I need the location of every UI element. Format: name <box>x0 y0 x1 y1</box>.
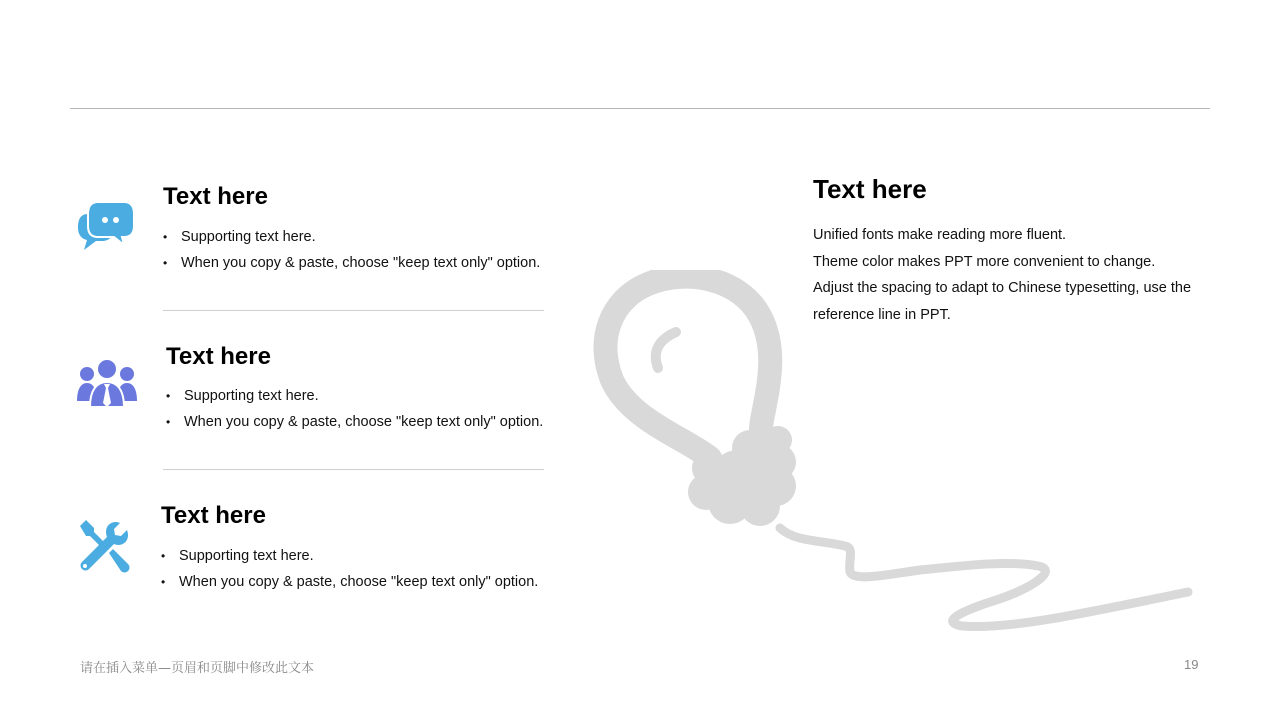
page-number: 19 <box>1184 657 1199 672</box>
list-item: • Supporting text here. <box>166 383 543 409</box>
footer-text: 请在插入菜单—页眉和页脚中修改此文本 <box>80 661 315 676</box>
right-title: Text here <box>813 174 927 204</box>
list-item: • Supporting text here. <box>161 543 538 569</box>
item-divider <box>163 310 544 311</box>
list-item: • When you copy & paste, choose "keep text only" option. <box>166 409 543 435</box>
item-1-title: Text here <box>163 183 268 210</box>
tools-icon <box>76 518 132 579</box>
header-rule <box>70 108 1210 109</box>
item-3-title: Text here <box>161 502 266 529</box>
body-line: Unified fonts make reading more fluent. <box>813 227 1067 243</box>
right-body <box>813 222 1203 328</box>
item-3-bullets <box>161 543 538 595</box>
speech-bubbles-icon <box>76 200 136 259</box>
body-line: Adjust the spacing to adapt to Chinese typesetting, use the reference line in PPT. <box>813 280 1192 323</box>
item-divider <box>163 469 544 470</box>
list-item: • When you copy & paste, choose "keep text only" option. <box>161 569 538 595</box>
item-2-title: Text here <box>166 343 271 370</box>
item-1-bullets <box>163 224 540 276</box>
list-item: • Supporting text here. <box>163 224 540 250</box>
item-2-bullets <box>166 383 543 435</box>
body-line: Theme color makes PPT more convenient to change. <box>813 253 1156 270</box>
list-item: • When you copy & paste, choose "keep text only" option. <box>163 250 540 276</box>
team-icon <box>76 357 138 414</box>
